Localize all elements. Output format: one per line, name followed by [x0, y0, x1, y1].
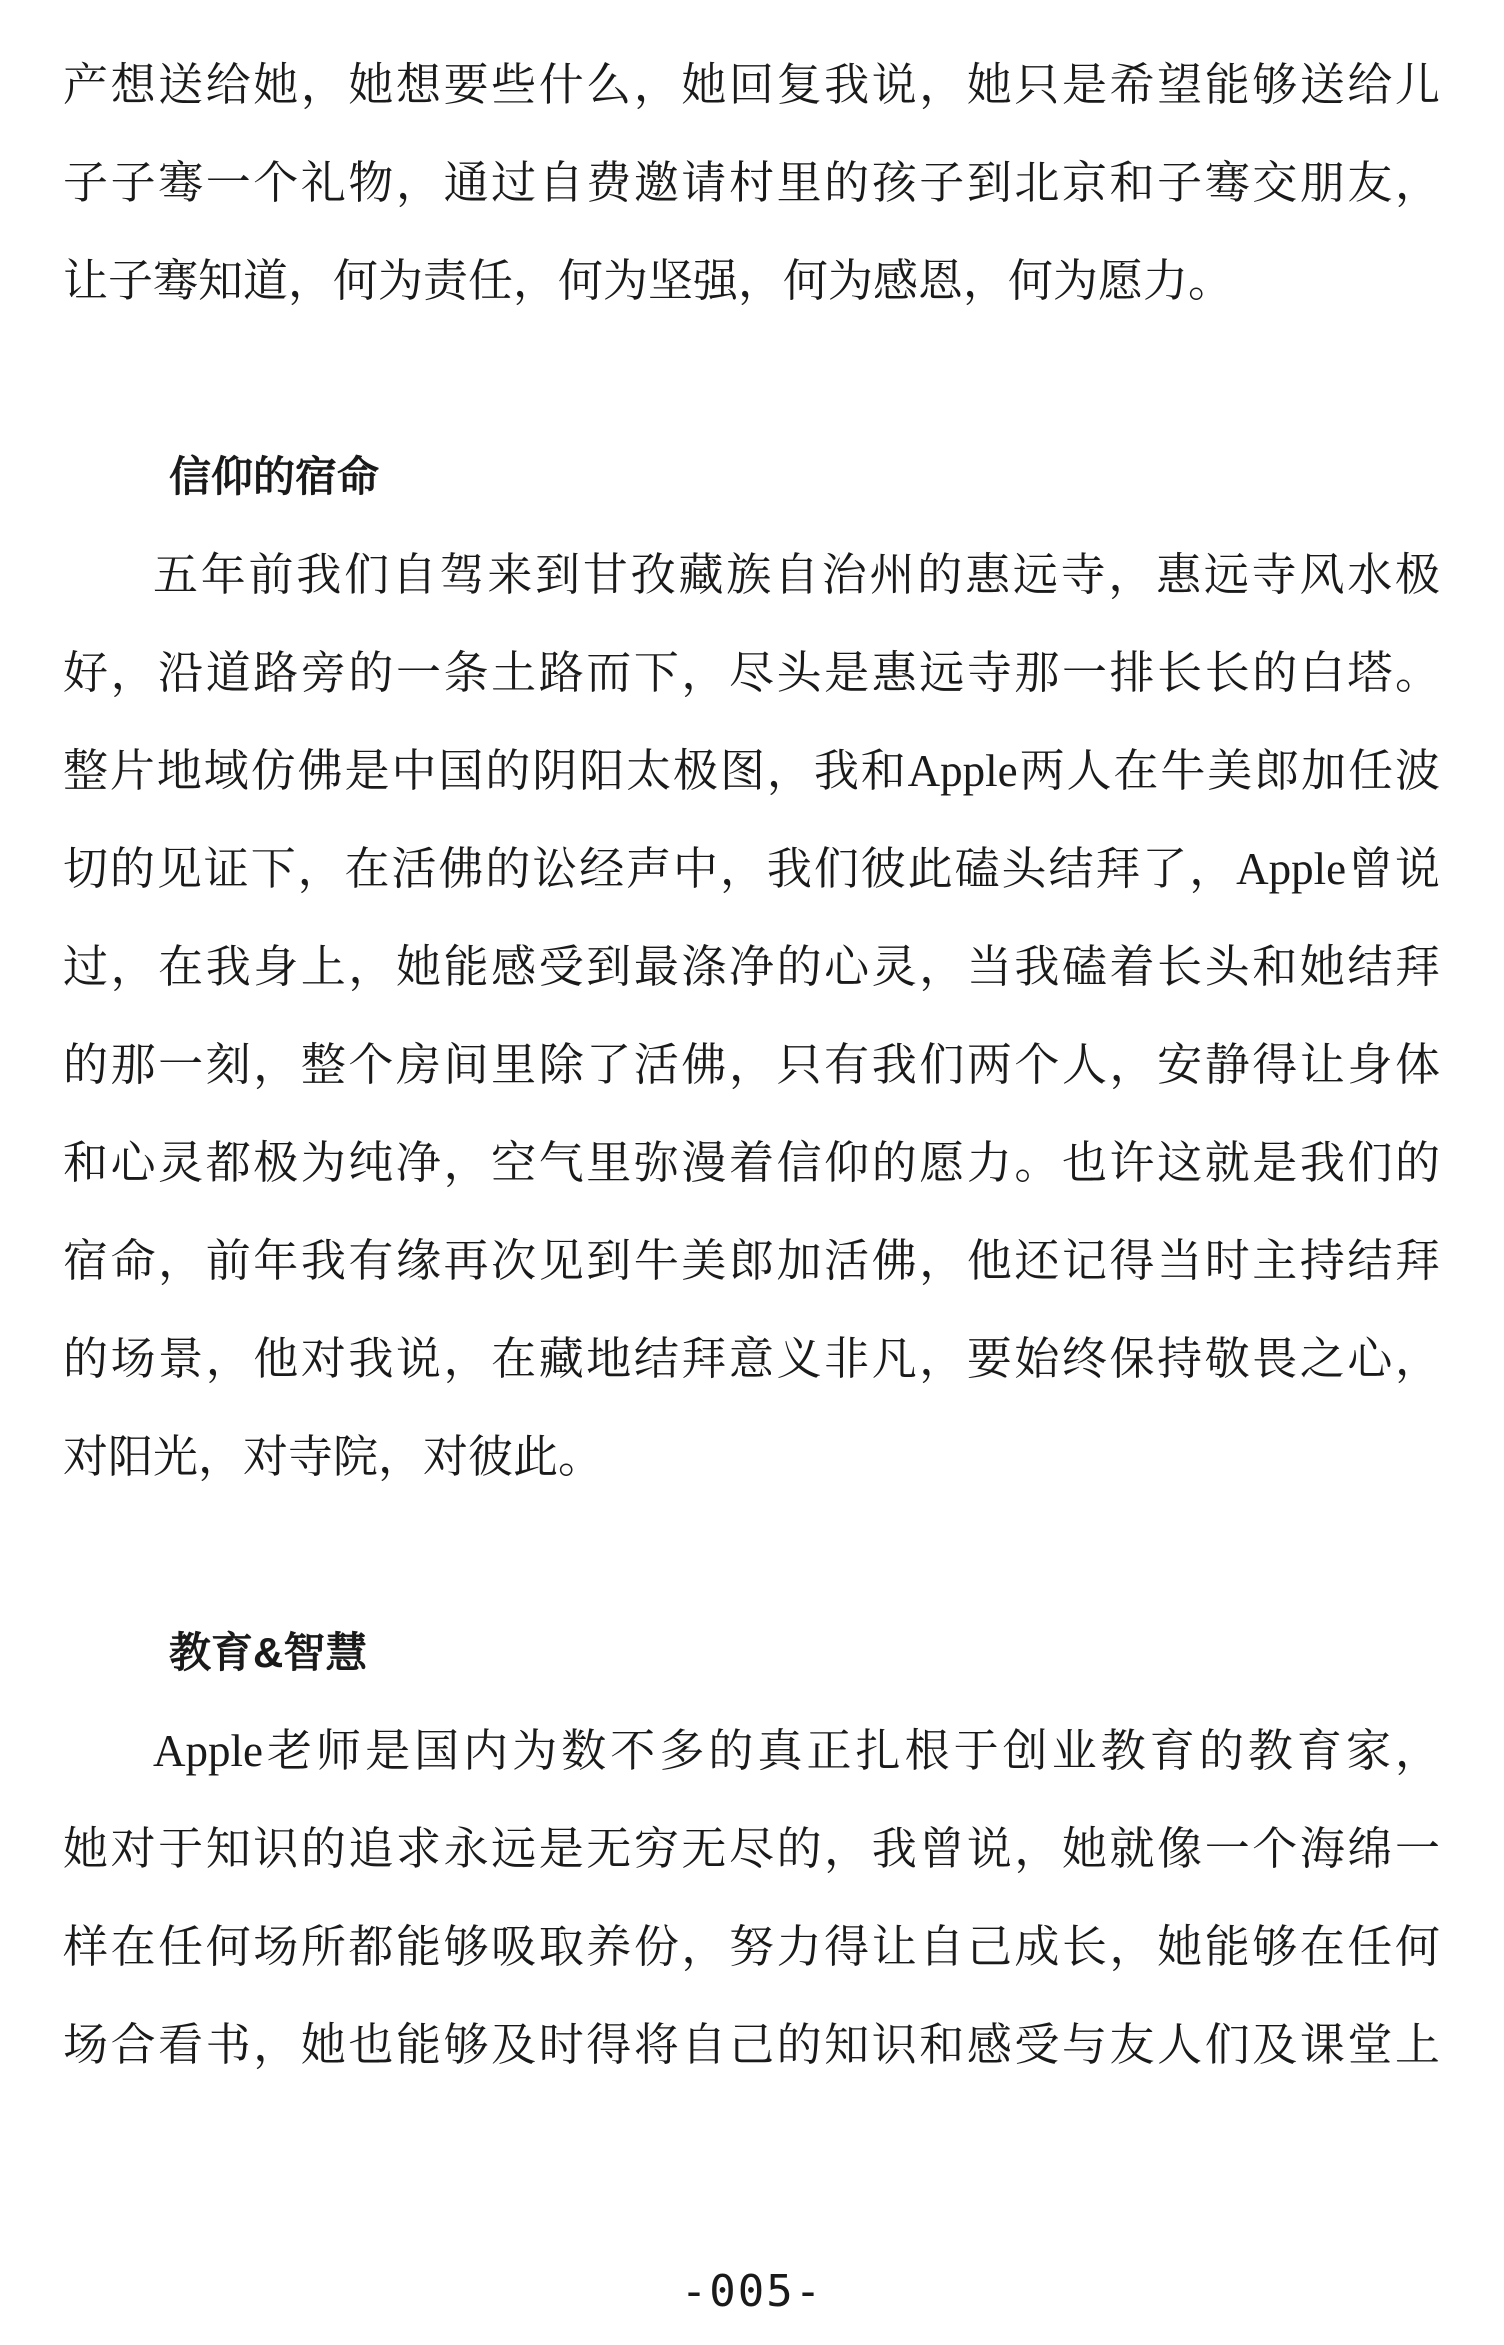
text-line: 样在任何场所都能够吸取养份，努力得让自己成长，她能够在任何 — [63, 1922, 1440, 1972]
page-number: -005- — [680, 2266, 824, 2317]
paragraph-faith — [63, 526, 1440, 1506]
text-line: 产想送给她，她想要些什么，她回复我说，她只是希望能够送给儿 — [63, 60, 1440, 110]
section-heading-education: 教育&智慧 — [169, 1629, 368, 1676]
text-line: 的场景，他对我说，在藏地结拜意义非凡，要始终保持敬畏之心， — [63, 1334, 1440, 1384]
text-line: Apple老师是国内为数不多的真正扎根于创业教育的教育家， — [153, 1726, 1440, 1776]
text-line: 和心灵都极为纯净，空气里弥漫着信仰的愿力。也许这就是我们的 — [63, 1138, 1440, 1188]
text-line: 切的见证下，在活佛的讼经声中，我们彼此磕头结拜了，Apple曾说 — [63, 844, 1440, 894]
text-line: 好，沿道路旁的一条土路而下，尽头是惠远寺那一排长长的白塔。 — [63, 648, 1440, 698]
text-line: 五年前我们自驾来到甘孜藏族自治州的惠远寺，惠远寺风水极 — [153, 550, 1440, 600]
section-heading-faith: 信仰的宿命 — [169, 453, 380, 500]
paragraph-gift-continuation — [63, 36, 1440, 330]
text-line: 的那一刻，整个房间里除了活佛，只有我们两个人，安静得让身体 — [63, 1040, 1440, 1090]
text-line: 让子骞知道，何为责任，何为坚强，何为感恩，何为愿力。 — [63, 256, 1234, 306]
text-line: 过，在我身上，她能感受到最涤净的心灵，当我磕着长头和她结拜 — [63, 942, 1440, 992]
text-line: 整片地域仿佛是中国的阴阳太极图，我和Apple两人在牛美郎加任波 — [63, 746, 1440, 796]
page-content — [63, 36, 1440, 2094]
text-line: 场合看书，她也能够及时得将自己的知识和感受与友人们及课堂上 — [63, 2020, 1440, 2070]
text-line: 宿命，前年我有缘再次见到牛美郎加活佛，他还记得当时主持结拜 — [63, 1236, 1440, 1286]
text-line: 她对于知识的追求永远是无穷无尽的，我曾说，她就像一个海绵一 — [63, 1824, 1440, 1874]
text-line: 子子骞一个礼物，通过自费邀请村里的孩子到北京和子骞交朋友， — [63, 158, 1440, 208]
text-line: 对阳光，对寺院，对彼此。 — [63, 1432, 604, 1482]
paragraph-education — [63, 1702, 1440, 2094]
